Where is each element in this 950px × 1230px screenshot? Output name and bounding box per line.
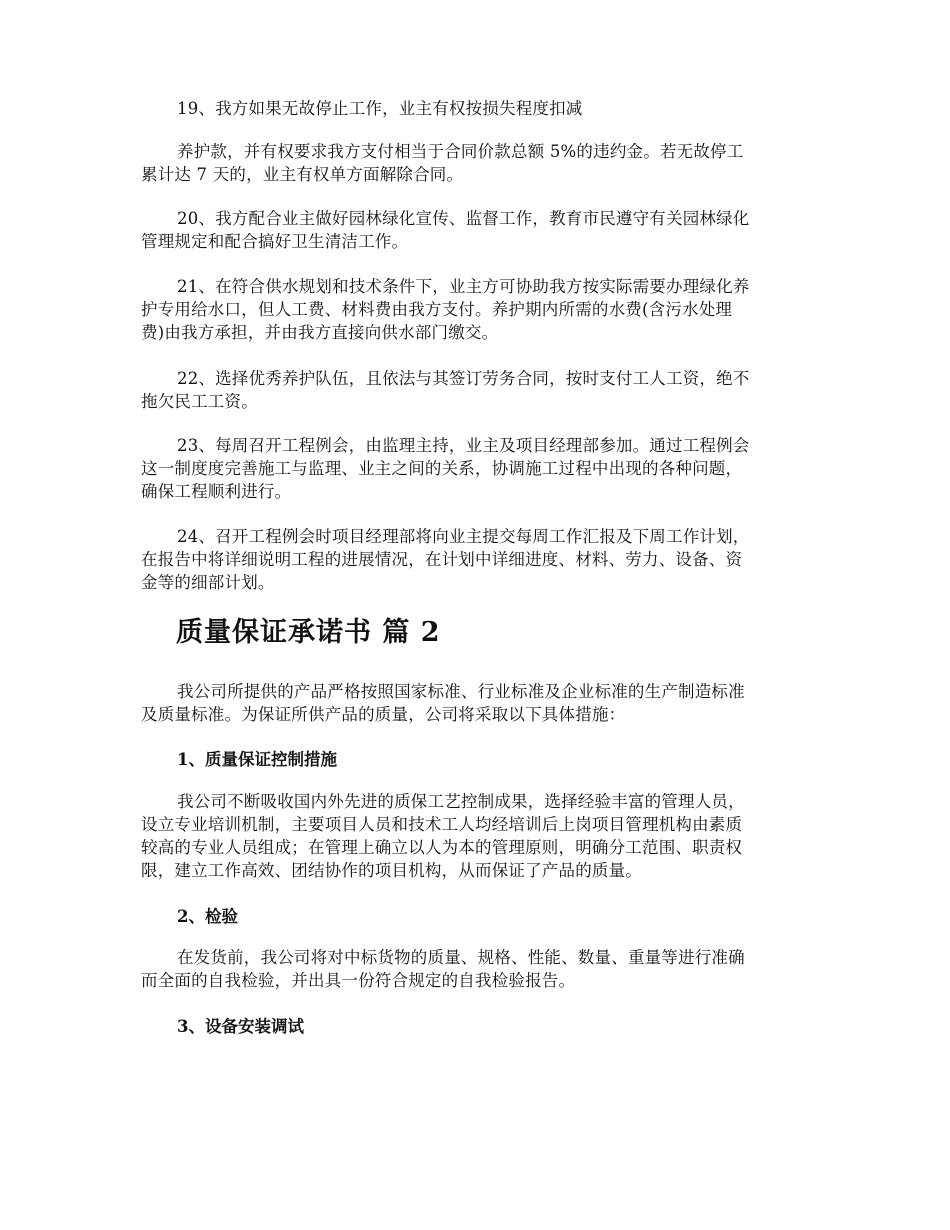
paragraph-22	[141, 367, 811, 413]
subheading-installation: 3、设备安装调试	[177, 1017, 304, 1036]
paragraph-21	[141, 275, 811, 344]
subheading-quality-control: 1、质量保证控制措施	[177, 750, 337, 769]
text-line: 累计达 7 天的，业主有权单方面解除合同。	[141, 165, 464, 184]
paragraph-19	[141, 97, 811, 120]
text-line: 我公司所提供的产品严格按照国家标准、行业标准及企业标准的生产制造标准	[177, 682, 745, 701]
paragraph-23	[141, 434, 811, 503]
paragraph-quality-control	[141, 790, 811, 882]
text-line: 21、在符合供水规划和技术条件下，业主方可协助我方按实际需要办理绿化养	[177, 277, 750, 296]
text-line: 而全面的自我检验，并出具一份符合规定的自我检验报告。	[141, 971, 576, 990]
text-line: 较高的专业人员组成；在管理上确立以人为本的管理原则，明确分工范围、职责权	[141, 838, 743, 857]
text-line: 费)由我方承担，并由我方直接向供水部门缴交。	[141, 323, 499, 342]
text-line: 23、每周召开工程例会，由监理主持，业主及项目经理部参加。通过工程例会	[177, 436, 750, 455]
text-line: 及质量标准。为保证所供产品的质量，公司将采取以下具体措施：	[141, 705, 626, 724]
text-line: 拖欠民工工资。	[141, 392, 258, 411]
paragraph-19-continued	[141, 140, 811, 186]
text-line: 护专用给水口，但人工费、材料费由我方支付。养护期内所需的水费(含污水处理	[141, 300, 733, 319]
text-line: 设立专业培训机制，主要项目人员和技术工人均经培训后上岗项目管理机构由素质	[141, 815, 743, 834]
paragraph-20	[141, 207, 811, 253]
section-heading: 质量保证承诺书 篇 2	[176, 617, 441, 648]
text-line: 管理规定和配合搞好卫生清洁工作。	[141, 232, 409, 251]
subheading-inspection: 2、检验	[177, 907, 238, 926]
text-line: 确保工程顺利进行。	[141, 482, 292, 501]
text-line: 这一制度度完善施工与监理、业主之间的关系，协调施工过程中出现的各种问题，	[141, 459, 743, 478]
paragraph-intro	[141, 680, 811, 726]
text-line: 在报告中将详细说明工程的进展情况，在计划中详细进度、材料、劳力、设备、资	[141, 550, 743, 569]
text-line: 20、我方配合业主做好园林绿化宣传、监督工作，教育市民遵守有关园林绿化	[177, 209, 750, 228]
text-line: 在发货前，我公司将对中标货物的质量、规格、性能、数量、重量等进行准确	[177, 948, 745, 967]
text-line: 限，建立工作高效、团结协作的项目机构，从而保证了产品的质量。	[141, 861, 642, 880]
text-line: 我公司不断吸收国内外先进的质保工艺控制成果，选择经验丰富的管理人员，	[177, 792, 745, 811]
text-line: 19、我方如果无故停止工作，业主有权按损失程度扣减	[177, 99, 583, 118]
paragraph-inspection	[141, 946, 811, 992]
text-line: 24、召开工程例会时项目经理部将向业主提交每周工作汇报及下周工作计划，	[177, 527, 750, 546]
text-line: 22、选择优秀养护队伍，且依法与其签订劳务合同，按时支付工人工资，绝不	[177, 369, 750, 388]
text-line: 养护款，并有权要求我方支付相当于合同价款总额 5%的违约金。若无故停工	[177, 142, 744, 161]
paragraph-24	[141, 525, 811, 594]
text-line: 金等的细部计划。	[141, 573, 275, 592]
